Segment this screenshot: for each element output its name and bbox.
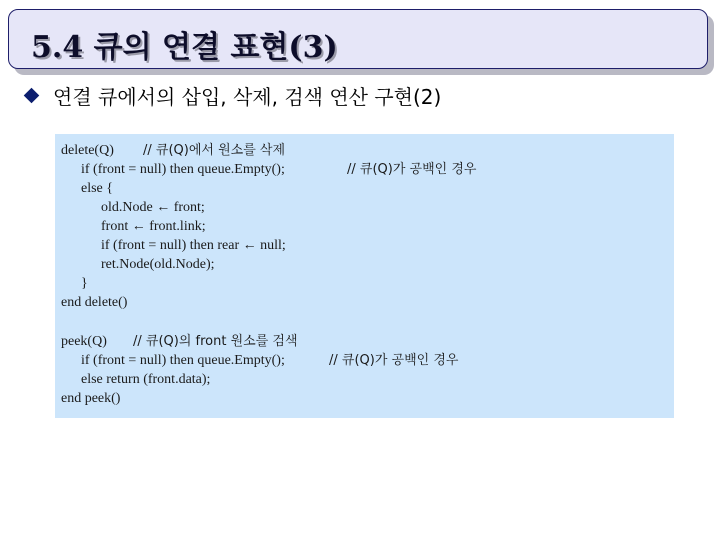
bullet-text: 연결 큐에서의 삽입, 삭제, 검색 연산 구현(2) (53, 84, 442, 109)
code-panel (55, 134, 674, 418)
delete-close-brace: } (81, 276, 88, 291)
delete-old-node: old.Node ← front; (101, 200, 205, 215)
diamond-bullet-icon (24, 87, 40, 103)
delete-empty-check: if (front = null) then queue.Empty(); (81, 162, 285, 177)
delete-end: end delete() (61, 295, 128, 310)
bullet-row (26, 80, 441, 110)
peek-end: end peek() (61, 391, 121, 406)
delete-signature-comment: // 큐(Q)에서 원소를 삭제 (143, 143, 285, 158)
peek-signature: peek(Q) (61, 334, 107, 349)
peek-signature-comment: // 큐(Q)의 front 원소를 검색 (133, 334, 298, 349)
delete-empty-comment: // 큐(Q)가 공백인 경우 (347, 162, 477, 177)
delete-front-link: front ← front.link; (101, 219, 206, 234)
peek-else-return: else return (front.data); (81, 372, 211, 387)
delete-else: else { (81, 181, 113, 196)
slide-title: 5.4 큐의 연결 표현(3) (31, 30, 338, 65)
delete-rear-null: if (front = null) then rear ← null; (101, 238, 286, 253)
title-box (8, 9, 708, 69)
peek-empty-check: if (front = null) then queue.Empty(); (81, 353, 285, 368)
peek-empty-comment: // 큐(Q)가 공백인 경우 (329, 353, 459, 368)
delete-signature: delete(Q) (61, 143, 114, 158)
delete-ret-node: ret.Node(old.Node); (101, 257, 215, 272)
